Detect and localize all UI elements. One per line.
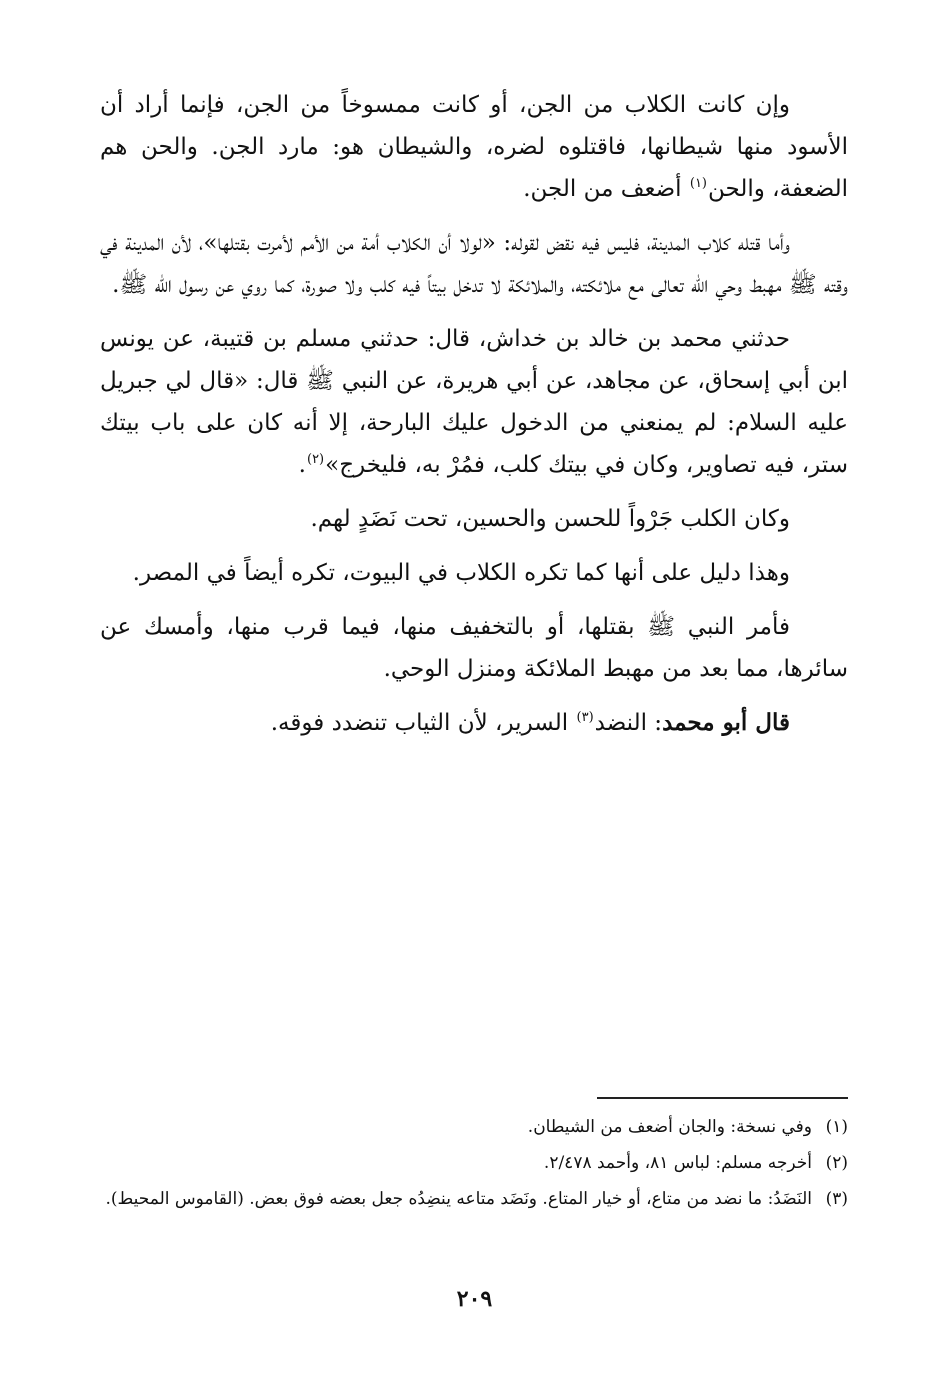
footnote-ref-2[interactable]: (٢) [306,452,325,468]
footnote-3 [100,1182,848,1216]
paragraph-4-text: وكان الكلب جَرْواً للحسن والحسين، تحت نَضَدٍ لهم. [310,506,790,532]
footnote-divider [597,1097,848,1099]
paragraph-2-text: وأما قتله كلاب المدينة، فليس فيه نقض لقوله: «لولا أن الكلاب أمة من الأمم لأمرت بقتلها»، لأن المدينة في وقته ﷺ مهبط وحي الله تعالى مع ملائكته، والملائكة لا تدخل بيتاً فيه كلب ولا صورة، كما روي عن رسول الله ﷺ. [100,230,848,298]
paragraph-2 [100,222,848,306]
footnote-2-number: (٢) [825,1153,848,1173]
footnote-ref-1[interactable]: (١) [689,176,707,192]
footnote-2 [100,1146,848,1180]
paragraph-4 [100,498,848,540]
footnote-2-text: أخرجه مسلم: لباس ٨١، وأحمد ٢/٤٧٨. [543,1153,812,1173]
footnote-3-text: النَضَدُ: ما نضد من متاع، أو خيار المتاع. ونَضَد متاعه ينضِدُه جعل بعضه فوق بعض. (القاموس المحيط). [105,1189,812,1209]
paragraph-3-tail: . [298,452,306,478]
paragraph-5 [100,552,848,594]
footnotes [100,1110,848,1218]
paragraph-7 [100,702,848,744]
footnote-ref-3[interactable]: (٣) [576,710,594,726]
paragraph-3 [100,318,848,486]
footnote-1-text: وفي نسخة: والجان أضعف من الشيطان. [527,1117,812,1137]
footnote-3-number: (٣) [825,1189,848,1209]
footnote-1 [100,1110,848,1144]
paragraph-1-tail: أضعف من الجن. [523,176,682,202]
paragraph-5-text: وهذا دليل على أنها كما تكره الكلاب في البيوت، تكره أيضاً في المصر. [132,560,790,586]
paragraph-6-text: فأمر النبي ﷺ بقتلها، أو بالتخفيف منها، فيما قرب منها، وأمسك عن سائرها، مما بعد من مهبط الملائكة ومنزل الوحي. [100,614,848,682]
paragraph-6 [100,606,848,690]
page-number: ٢٠٩ [456,1286,493,1312]
paragraph-1 [100,84,848,210]
paragraph-3-text: حدثني محمد بن خالد بن خداش، قال: حدثني مسلم بن قتيبة، عن يونس ابن أبي إسحاق، عن مجاهد، عن أبي هريرة، عن النبي ﷺ قال: «قال لي جبريل عليه السلام: لم يمنعني من الدخول عليك البارحة، إلا أنه كان على باب بيتك ستر، فيه تصاوير، وكان في بيتك كلب، فمُرْ به، فليخرج» [100,326,848,478]
paragraph-7-text: : النضد [594,710,663,736]
speaker-label: قال أبو محمد [662,709,790,736]
footnote-1-number: (١) [825,1117,848,1137]
main-text [100,84,848,756]
paragraph-1-text: وإن كانت الكلاب من الجن، أو كانت ممسوخاً من الجن، فإنما أراد أن الأسود منها شيطانها، فاقتلوه لضره، والشيطان هو: مارد الجن. والحن هم الضعفة، والحن [100,92,848,202]
paragraph-7-tail: السرير، لأن الثياب تنضدد فوقه. [270,710,569,736]
